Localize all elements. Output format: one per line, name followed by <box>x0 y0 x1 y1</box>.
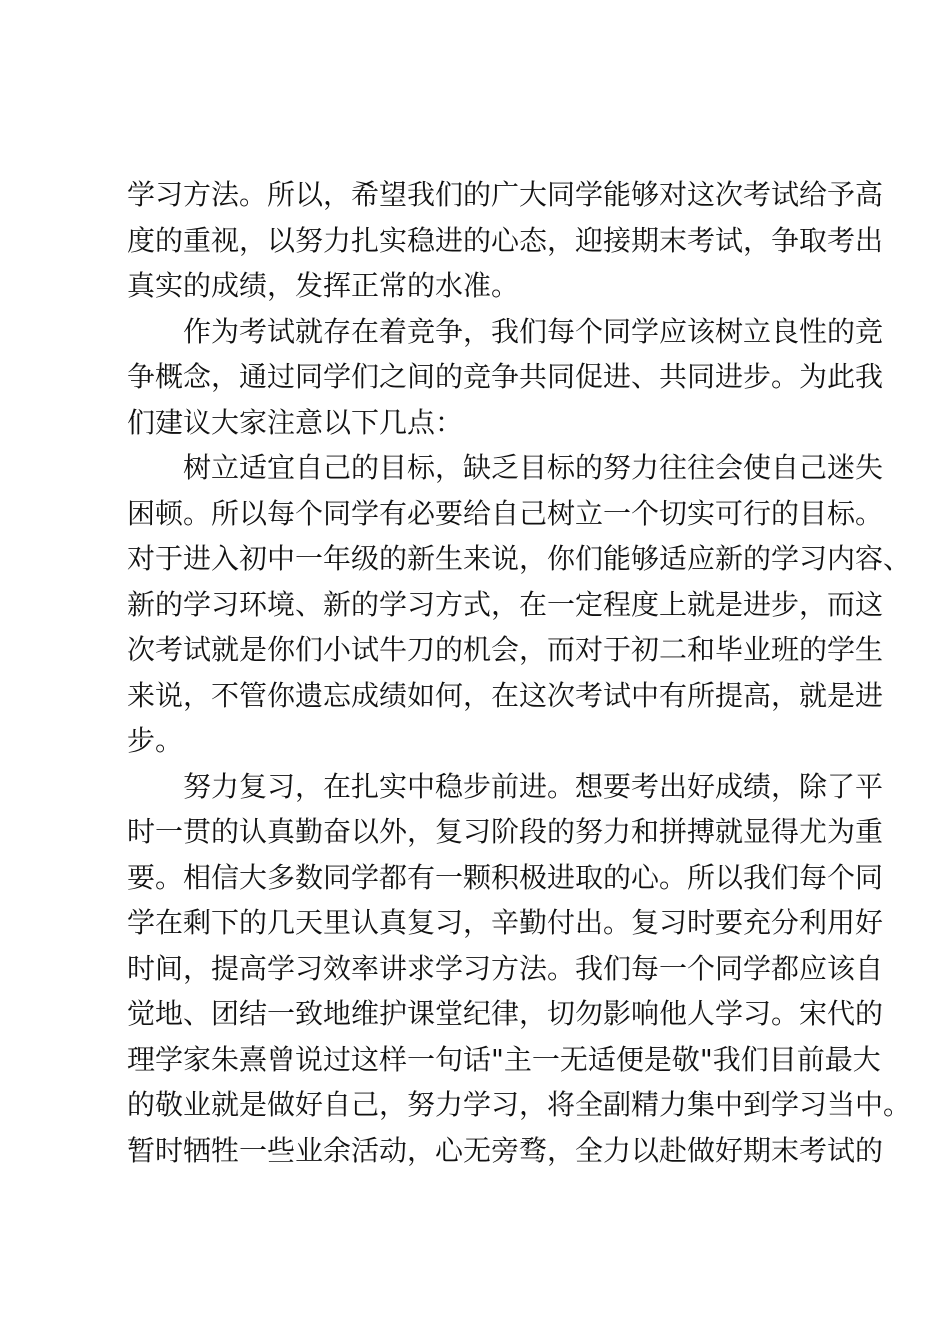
text-line: 时一贯的认真勤奋以外，复习阶段的努力和拼搏就显得尤为重 <box>127 815 884 848</box>
text-line: 要。相信大多数同学都有一颗积极进取的心。所以我们每个同 <box>127 860 884 894</box>
text-line: 觉地、团结一致地维护课堂纪律，切勿影响他人学习。宋代的 <box>127 997 884 1030</box>
text-line: 困顿。所以每个同学有必要给自己树立一个切实可行的目标。 <box>127 496 884 530</box>
text-line: 作为考试就存在着竞争，我们每个同学应该树立良性的竞 <box>183 314 884 348</box>
text-line: 次考试就是你们小试牛刀的机会，而对于初二和毕业班的学生 <box>127 633 884 666</box>
text-line: 步。 <box>127 724 184 757</box>
text-line: 新的学习环境、新的学习方式，在一定程度上就是进步，而这 <box>127 587 884 621</box>
text-line: 努力复习，在扎实中稳步前进。想要考出好成绩，除了平 <box>183 769 884 803</box>
text-line: 争概念，通过同学们之间的竞争共同促进、共同进步。为此我 <box>127 360 884 393</box>
text-line: 度的重视，以努力扎实稳进的心态，迎接期末考试，争取考出 <box>127 223 884 257</box>
text-line: 的敬业就是做好自己，努力学习，将全副精力集中到学习当中。 <box>127 1088 912 1121</box>
text-line: 理学家朱熹曾说过这样一句话"主一无适便是敬"我们目前最大 <box>127 1042 881 1076</box>
text-line: 暂时牺牲一些业余活动，心无旁骛，全力以赴做好期末考试的 <box>127 1133 884 1167</box>
text-line: 学习方法。所以，希望我们的广大同学能够对这次考试给予高 <box>127 178 884 211</box>
text-line: 们建议大家注意以下几点： <box>127 405 464 439</box>
text-line: 时间，提高学习效率讲求学习方法。我们每一个同学都应该自 <box>127 951 884 985</box>
text-line: 对于进入初中一年级的新生来说，你们能够适应新的学习内容、 <box>127 542 912 575</box>
text-line: 树立适宜自己的目标，缺乏目标的努力往往会使自己迷失 <box>183 451 884 484</box>
text-line: 真实的成绩，发挥正常的水准。 <box>127 269 520 302</box>
text-line: 学在剩下的几天里认真复习，辛勤付出。复习时要充分利用好 <box>127 906 884 939</box>
body-text <box>127 172 912 1173</box>
text-line: 来说，不管你遗忘成绩如何，在这次考试中有所提高，就是进 <box>127 678 884 712</box>
